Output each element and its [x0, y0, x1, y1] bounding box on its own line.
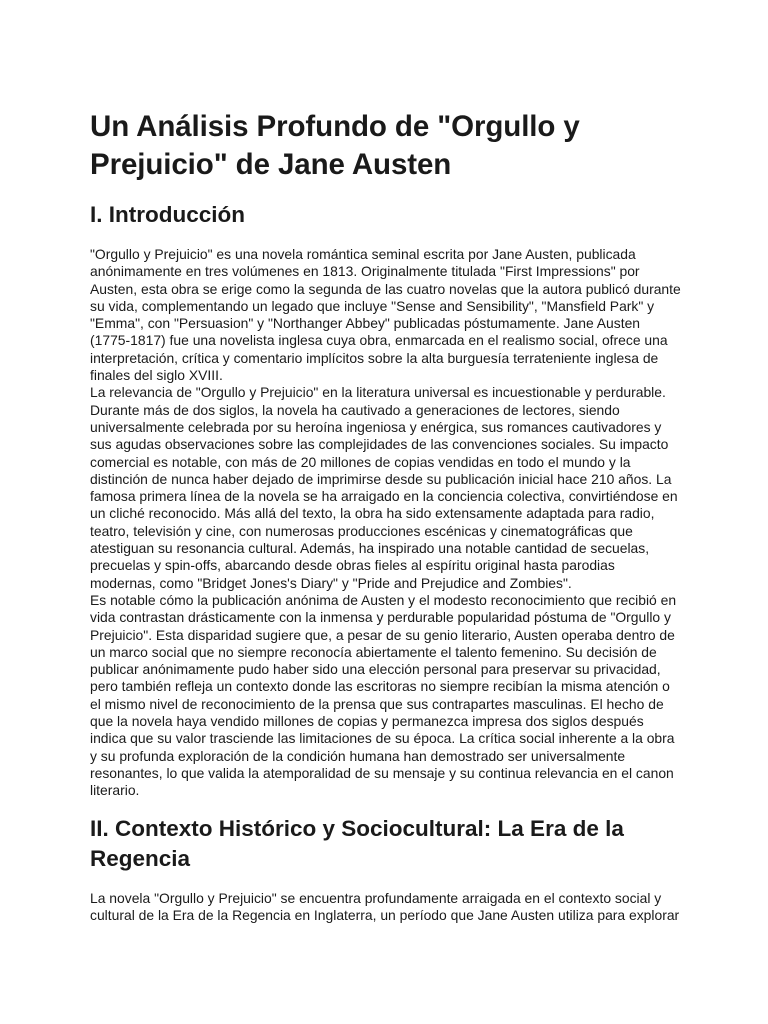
paragraph: La novela "Orgullo y Prejuicio" se encuentra profundamente arraigada en el contexto social y cultural de la Era de la Regencia en Inglaterra, un período que Jane Austen utiliza para explorar [90, 889, 680, 923]
paragraph: "Orgullo y Prejuicio" es una novela romántica seminal escrita por Jane Austen, publicada anónimamente en tres volúmenes en 1813. Originalmente titulada "First Impressions" por Austen, esta obra se erige como la segunda de las cuatro novelas que la autora publicó durante su vida, complementando un legado que incluye "Sense and Sensibility", "Mansfield Park" y "Emma", con "Persuasion" y "Northanger Abbey" publicadas póstumamente. Jane Austen (1775-1817) fue una novelista inglesa cuya obra, enmarcada en el realismo social, ofrece una interpretación, crítica y comentario implícitos sobre la alta burguesía terrateniente inglesa de finales del siglo XVIII. [90, 246, 681, 384]
document-page [90, 108, 682, 924]
section-contexto-historico [90, 814, 682, 925]
paragraph: Es notable cómo la publicación anónima de Austen y el modesto reconocimiento que recibió en vida contrastan drásticamente con la inmensa y perdurable popularidad póstuma de "Orgullo y Prejuicio". Esta disparidad sugiere que, a pesar de su genio literario, Austen operaba dentro de un marco social que no siempre reconocía abiertamente el talento femenino. Su decisión de publicar anónimamente pudo haber sido una elección personal para preservar su privacidad, pero también refleja un contexto donde las escritoras no siempre recibían la misma atención o el mismo nivel de reconocimiento de la prensa que sus contrapartes masculinas. El hecho de que la novela haya vendido millones de copias y permanezca impresa dos siglos después indica que su valor trasciende las limitaciones de su época. La crítica social inherente a la obra y su profunda exploración de la condición humana han demostrado ser universalmente resonantes, lo que valida la atemporalidad de su mensaje y su continua relevancia en el canon literario. [90, 591, 677, 799]
paragraph: La relevancia de "Orgullo y Prejuicio" en la literatura universal es incuestionable y perdurable. Durante más de dos siglos, la novela ha cautivado a generaciones de lectores, siendo universalmente celebrada por su heroína ingeniosa y enérgica, sus romances cautivadores y sus agudas observaciones sobre las complejidades de las convenciones sociales. Su impacto comercial es notable, con más de 20 millones de copias vendidas en todo el mundo y la distinción de nunca haber dejado de imprimirse desde su publicación inicial hace 210 años. La famosa primera línea de la novela se ha arraigado en la conciencia colectiva, convirtiéndose en un cliché reconocido. Más allá del texto, la obra ha sido extensamente adaptada para radio, teatro, televisión y cine, con numerosas producciones escénicas y cinematográficas que atestiguan su resonancia cultural. Además, ha inspirado una notable cantidad de secuelas, precuelas y spin-offs, abarcando desde obras fieles al espíritu original hasta parodias modernas, como "Bridget Jones's Diary" y "Pride and Prejudice and Zombies". [90, 384, 678, 591]
section-introduccion [90, 200, 682, 800]
document-title: Un Análisis Profundo de "Orgullo y Prejuicio" de Jane Austen [90, 110, 580, 181]
section-heading: II. Contexto Histórico y Sociocultural: La Era de la Regencia [90, 815, 624, 871]
section-heading: I. Introducción [90, 202, 245, 227]
